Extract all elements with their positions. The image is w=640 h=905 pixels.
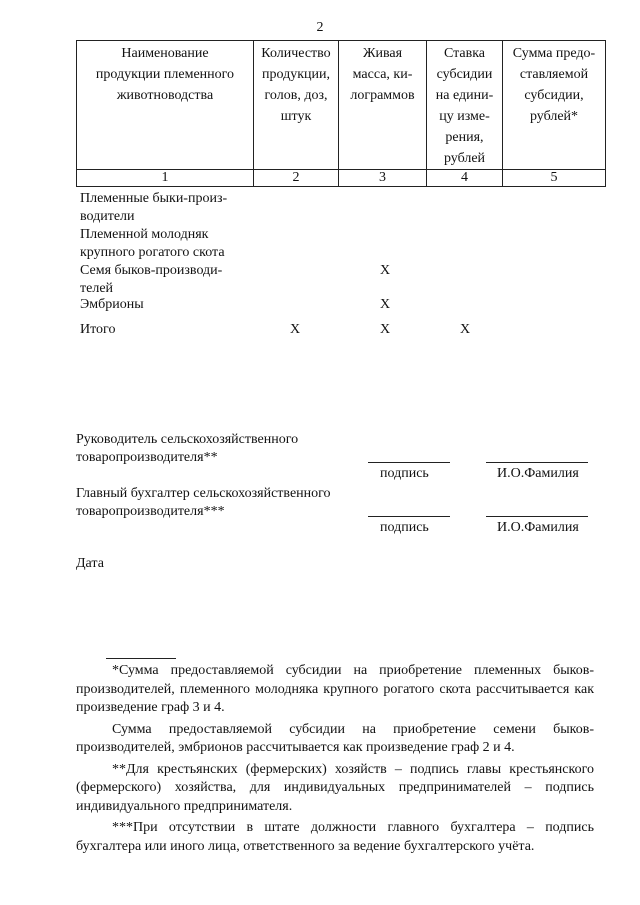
row-mark-rate: X [460, 322, 471, 337]
page-number: 2 [316, 20, 324, 35]
column-number-3: 3 [339, 170, 427, 187]
head-name-caption: И.О.Фамилия [497, 466, 579, 481]
footnote-3: **Для крестьянских (фермерских) хозяйств – подпись главы крестьянского (фермерского) хозяйства, для индивидуальных предпринимателей – подпись индивидуального предпринимателя. [76, 761, 594, 814]
column-number-1: 1 [77, 170, 254, 187]
footnote-1: *Сумма предоставляемой субсидии на приобретение племенных быков-производителей, племенного молодняка крупного рогатого скота рассчитывается как произведение граф 3 и 4. [76, 663, 594, 715]
row-name: Племенной молодняк крупного рогатого скота [80, 227, 225, 260]
table-header-row [77, 41, 606, 170]
column-number-5: 5 [503, 170, 606, 187]
header-live-weight: Живая масса, ки- лограммов [339, 41, 427, 170]
row-name: Племенные быки-произ- водители [80, 191, 228, 224]
accountant-name-caption: И.О.Фамилия [497, 520, 579, 535]
accountant-signature-line [368, 516, 450, 517]
head-signatory-label: Руководитель сельскохозяйственного товаропроизводителя** [76, 432, 299, 465]
head-signature-line [368, 462, 450, 463]
column-number-2: 2 [254, 170, 339, 187]
header-product-name: Наименование продукции племенного животноводства [77, 41, 254, 170]
column-number-4: 4 [427, 170, 503, 187]
head-name-line [486, 462, 588, 463]
date-label: Дата [76, 556, 104, 571]
row-mark-weight: X [380, 297, 391, 312]
accountant-signature-caption: подпись [380, 520, 429, 535]
header-quantity: Количество продукции, голов, доз, штук [254, 41, 339, 170]
accountant-signatory-label: Главный бухгалтер сельскохозяйственного товаропроизводителя*** [76, 486, 331, 519]
footnote-separator [106, 658, 176, 659]
footnote-2: Сумма предоставляемой субсидии на приобретение семени быков-производителей, эмбрионов рассчитывается как произведение граф 2 и 4. [76, 721, 594, 755]
row-mark-weight: X [380, 263, 391, 278]
header-subsidy-amount: Сумма предо- ставляемой субсидии, рублей* [503, 41, 606, 170]
row-name: Эмбрионы [80, 297, 144, 312]
subsidy-table [76, 40, 606, 187]
accountant-name-line [486, 516, 588, 517]
column-number-row [77, 170, 606, 187]
row-name: Итого [80, 322, 116, 337]
row-mark-quantity: X [290, 322, 301, 337]
footnote-4: ***При отсутствии в штате должности главного бухгалтера – подпись бухгалтера или иного лица, ответственного за ведение бухгалтерского учёта. [76, 820, 594, 854]
header-subsidy-rate: Ставка субсидии на едини- цу изме- рения, рублей [427, 41, 503, 170]
head-signature-caption: подпись [380, 466, 429, 481]
footnotes [76, 662, 594, 859]
row-name: Семя быков-производи- телей [80, 263, 223, 296]
row-mark-weight: X [380, 322, 391, 337]
